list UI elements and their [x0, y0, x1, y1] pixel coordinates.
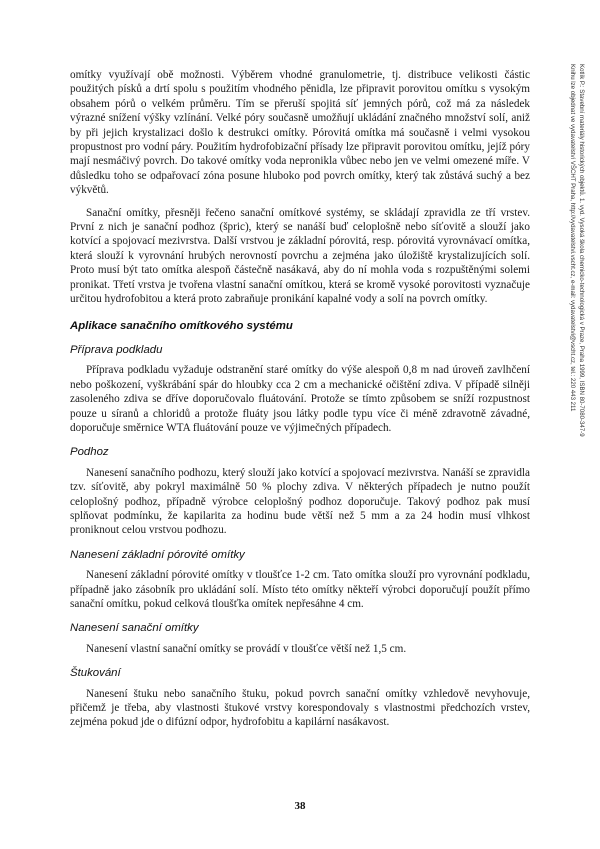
citation-line: Kotlík P.: Stavební materiály historických objektů. 1. vyd. Vysoká škola chemicko-technologická v Praze, Praha 1999, ISBN 80-7080-347-9: [578, 64, 585, 437]
paragraph: Nanesení vlastní sanační omítky se provádí v tloušťce větší než 1,5 cm.: [86, 642, 407, 655]
ordering-info-line: Knihu lze objednat ve vydavatelství VŠCHT Praha, http://vydavatelstvi.vscht.cz, e-mail: vydavatelstvi@vscht.cz, tel.: 220 443 211: [569, 64, 576, 412]
page-number: 38: [294, 800, 306, 812]
paragraph: Nanesení základní pórovité omítky v tloušťce 1-2 cm. Tato omítka slouží pro vyrovnání podkladu, případně jako zásobník pro ukládání solí. Místo této omítky někteří výrobci doporučují použít přímo sanační omítku, pokud celková tloušťka omítek nepřesáhne 4 cm.: [70, 569, 530, 610]
paragraph: Nanesení sanačního podhozu, který slouží jako kotvící a spojovací mezivrstva. Nanáší se zpravidla tzv. síťovitě, aby pokryl maximálně 50 % plochy zdiva. V některých případech je nutno použít celoplošný podhoz, případně výrobce celoplošný podhoz doporučuje. Takový podhoz pak musí splňovat podmínku, že kapilarita za hodinu bude větší než 5 mm a za 24 hodin musí vlhkost proniknout celou vrstvou podhozu.: [70, 466, 530, 537]
paragraph: Nanesení štuku nebo sanačního štuku, pokud povrch sanační omítky vzhledově nevyhovuje, přičemž je třeba, aby vlastnosti štukové vrstvy korespondovaly s vlastnostmi předchozích vrstev, zejména pokud jde o difúzní odpor, hydrofobitu a kapilární nasákavost.: [70, 687, 530, 729]
side-citation-note: [556, 64, 586, 584]
subsection-heading: Příprava podkladu: [70, 343, 163, 356]
page-body: [70, 68, 530, 738]
paragraph: omítky využívají obě možnosti. Výběrem vhodné granulometrie, tj. distribuce velikosti částic použitých písků a drtí spolu s použitím vhodného pěnidla, lze připravit porovitou omítku s vysokým obsahem pórů o velkém průměru. Tím se přeruší spojitá síť jemných pórů, což má za následek výrazné snížení výšky vzlínání. Velké póry současně umožňují ukládání značného množství solí, aniž by při jejich krystalizaci došlo k destrukci omítky. Pórovitá omítka má současně i velmi vysokou propustnost pro vodní páry. Použitím hydrofobizační přísady lze připravit porovitou omítku, jejíž póry mají nesmáčivý povrch. Do takové omítky voda nepronikla vůbec nebo jen ve velmi omezené míře. V důsledku toho se odpařovací zóna posune hluboko pod povrch omítky, který tak zůstává suchý a bez výkvětů.: [70, 69, 530, 197]
paragraph: Sanační omítky, přesněji řečeno sanační omítkové systémy, se skládají zpravidla ze tří vrstev. První z nich je sanační podhoz (špric), který se nanáší buď celoplošně nebo síťovitě a slouží jako kotvící a spojovací mezivrstva. Další vrstvou je základní pórovitá, resp. pórovitá vyrovnávací omítka, která slouží k vyrovnání hrubých nerovností povrchu a zejména jako úložiště krystalizujících solí. Proto musí být tato omítka alespoň částečně nasákavá, aby do ní mohla voda s rozpuštěnými solemi pronikat. Třetí vrstva je tvořena vlastní sanační omítkou, která se kromě vysoké porovitosti vyznačuje určitou hydrofobitou a která proto zabraňuje pronikání kapalné vody a solí na povrch omítky.: [70, 206, 530, 306]
section-heading: Aplikace sanačního omítkového systému: [70, 319, 293, 332]
subsection-heading: Nanesení sanační omítky: [70, 622, 199, 635]
subsection-heading: Štukování: [70, 667, 121, 680]
subsection-heading: Nanesení základní pórovité omítky: [70, 548, 245, 561]
paragraph: Příprava podkladu vyžaduje odstranění staré omítky do výše alespoň 0,8 m nad úroveň zavlhčení nebo poškození, vyškrábání spár do hloubky cca 2 cm a mechanické očištění zdiva. V případě silněji zasoleného zdiva se dříve doporučovalo fluátování. Protože se tímto způsobem se sníží rozpustnost pouze u síranů a chloridů a protože fluáty jsou látky podle typu více či méně zdravotně závadné, doporučuje směrnice WTA fluátování pouze ve výjimečných případech.: [70, 364, 530, 434]
subsection-heading: Podhoz: [70, 446, 109, 459]
